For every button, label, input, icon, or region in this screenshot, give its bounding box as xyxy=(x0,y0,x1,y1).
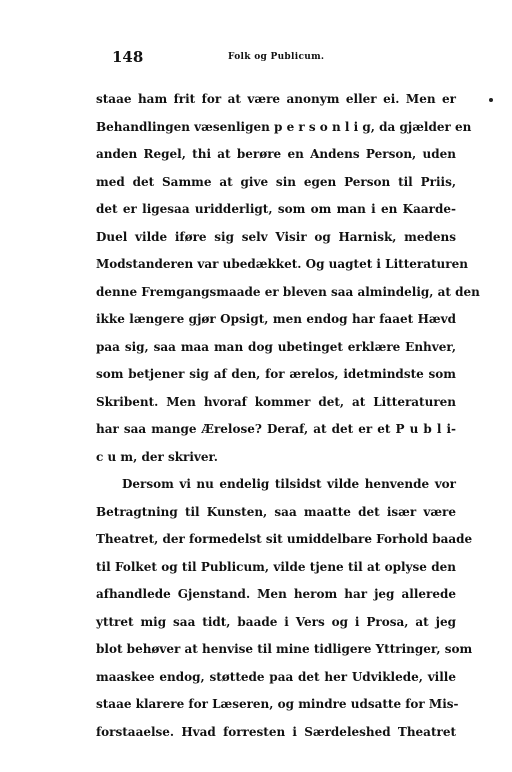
text-line: blot behøver at henvise til mine tidligere Yttringer, som xyxy=(96,642,473,656)
text-line: til Folket og til Publicum, vilde tjene til at oplyse den xyxy=(96,559,456,574)
text-line: anden Regel, thi at berøre en Andens Person, uden xyxy=(96,147,456,161)
text-line: c u m, der skriver. xyxy=(96,449,218,464)
text-line: Skribent. Men hvoraf kommer det, at Litteraturen xyxy=(96,394,456,409)
text-line: Betragtning til Kunsten, saa maatte det især være xyxy=(96,504,456,519)
text-line: staae klarere for Læseren, og mindre udsatte for Mis- xyxy=(96,697,459,711)
paragraph-1 xyxy=(96,86,480,471)
text-line: Behandlingen væsenligen p e r s o n l i g, da gjælder en xyxy=(96,119,472,134)
text-line: Dersom vi nu endelig tilsidst vilde henvende vor xyxy=(122,477,456,491)
text-line: paa sig, saa maa man dog ubetinget erklære Enhver, xyxy=(96,339,456,354)
text-line: denne Fremgangsmaade er bleven saa almindelig, at den xyxy=(96,284,480,299)
text-line: har saa mange Ærelose? Deraf, at det er et P u b l i- xyxy=(96,422,456,436)
text-line: som betjener sig af den, for ærelos, idetmindste som xyxy=(96,367,456,381)
paragraph-2 xyxy=(96,471,473,746)
running-header: Folk og Publicum. xyxy=(228,52,325,62)
text-line: staae ham frit for at være anonym eller ei. Men er xyxy=(96,92,456,106)
body-text xyxy=(96,86,480,746)
text-line: Duel vilde iføre sig selv Visir og Harnisk, medens xyxy=(96,229,456,244)
text-line: med det Samme at give sin egen Person til Priis, xyxy=(96,174,456,189)
text-line: yttret mig saa tidt, baade i Vers og i Prosa, at jeg xyxy=(96,614,456,629)
text-line: ikke længere gjør Opsigt, men endog har faaet Hævd xyxy=(96,312,456,326)
text-line: forstaaelse. Hvad forresten i Særdeleshed Theatret xyxy=(96,724,456,739)
page-number: 148 xyxy=(112,48,144,66)
text-line: Modstanderen var ubedækket. Og uagtet i Litteraturen xyxy=(96,257,468,271)
text-line: afhandlede Gjenstand. Men herom har jeg allerede xyxy=(96,587,456,601)
text-line: Theatret, der formedelst sit umiddelbare Forhold baade xyxy=(96,532,473,546)
margin-mark xyxy=(489,98,493,102)
text-line: maaskee endog, støttede paa det her Udviklede, ville xyxy=(96,669,456,684)
text-line: det er ligesaa uridderligt, som om man i en Kaarde- xyxy=(96,202,456,216)
